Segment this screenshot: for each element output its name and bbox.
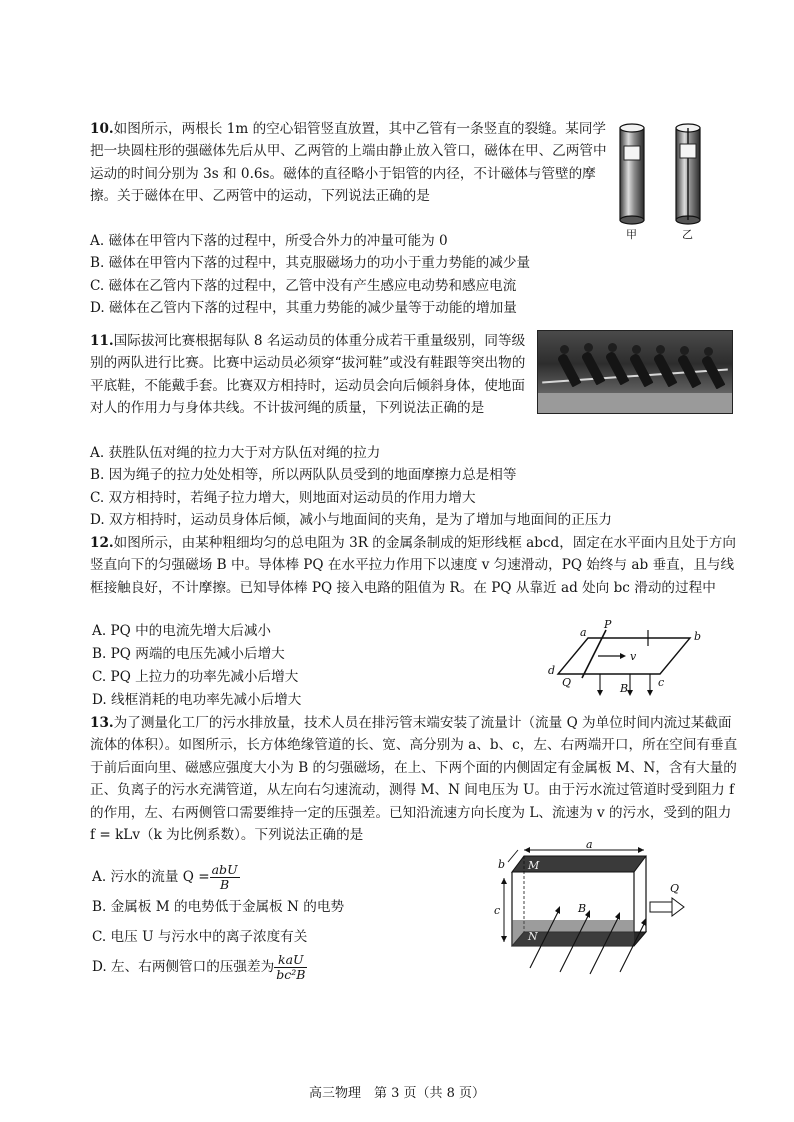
option-a: A. PQ 中的电流先增大后减小 <box>92 623 272 639</box>
option-d: D. 左、右两侧管口的压强差为 $\frac{\text{kaU}}{\text{bc²B}}$ <box>92 952 306 982</box>
question-13-options <box>92 862 492 982</box>
option-a: A. 磁体在甲管内下落的过程中，所受合外力的冲量可能为 0 <box>90 233 448 249</box>
option-c: C. 双方相持时，若绳子拉力增大，则地面对运动员的作用力增大 <box>90 489 476 506</box>
magnet-in-jia <box>624 146 640 160</box>
question-number: 10. <box>90 121 114 137</box>
label-b: b <box>498 858 506 871</box>
label-b-field: B <box>620 682 629 695</box>
label-c: c <box>658 676 665 689</box>
question-stem: 国际拔河比赛根据每队 8 名运动员的体重分成若干重量级别，同等级别的两队进行比赛。比赛中运动员必须穿“拔河鞋”或没有鞋跟等突出物的平底鞋，不能戴手套。比赛双方相持时，运动员会向后倾斜身体，使地面对人的作用力与身体共线。不计拔河绳的质量，下列说法正确的是 <box>90 333 526 417</box>
frame-figure <box>540 620 720 700</box>
question-number: 12. <box>90 535 114 551</box>
tube-jia <box>620 128 644 220</box>
question-number: 13. <box>90 715 114 731</box>
label-n: N <box>528 930 538 943</box>
option-c: C. 磁体在乙管内下落的过程中，乙管中没有产生感应电动势和感应电流 <box>90 277 517 294</box>
option-b: B. 磁体在甲管内下落的过程中，其克服磁场力的功小于重力势能的减少量 <box>90 255 531 272</box>
question-12 <box>90 532 740 599</box>
label-a: a <box>586 842 593 851</box>
label-q: Q <box>670 882 680 895</box>
question-13 <box>90 712 740 846</box>
option-c: C. PQ 上拉力的功率先减小后增大 <box>92 669 299 685</box>
label-jia: 甲 <box>626 228 637 240</box>
option-d: D. 磁体在乙管内下落的过程中，其重力势能的减少量等于动能的增加量 <box>90 300 517 317</box>
option-a: A. 污水的流量 Q = $\frac{\text{abU}}{B}$ <box>92 862 238 892</box>
option-b: B. PQ 两端的电压先减小后增大 <box>92 646 285 662</box>
tubes-figure <box>612 120 722 240</box>
label-b: b <box>694 630 702 643</box>
flowmeter-figure <box>494 842 708 994</box>
option-b: B. 金属板 M 的电势低于金属板 N 的电势 <box>92 899 345 915</box>
label-d: d <box>548 664 556 677</box>
label-a: a <box>580 626 587 639</box>
option-d: D. 双方相持时，运动员身体后倾，减小与地面间的夹角，是为了增加与地面间的正压力 <box>90 512 613 529</box>
question-stem: 如图所示，由某种粗细均匀的总电阻为 3R 的金属条制成的矩形线框 abcd，固定在水平面内且处于方向竖直向下的匀强磁场 B 中。导体棒 PQ 在水平拉力作用下以速度 v 匀速滑动，PQ 始终与 ab 垂直，且与线框接触良好，不计摩擦。已知导体棒 PQ 接入电路的阻值为 R。在 PQ 从靠近 ad 处向 bc 滑动的过程中 <box>90 535 736 596</box>
question-11 <box>90 330 532 420</box>
question-10-options <box>90 230 710 320</box>
question-stem: 为了测量化工厂的污水排放量，技术人员在排污管末端安装了流量计（流量 Q 为单位时间内流过某截面流体的体积）。如图所示，长方体绝缘管道的长、宽、高分别为 a、b、c，左、右两端开口，所在空间有垂直于前后面向里、磁感应强度大小为 B 的匀强磁场，在上、下两个面的内侧固定有金属板 M、N，含有大量的正、负离子的污水充满管道，从左向右匀速流动，测得 M、N 间电压为 U。由于污水流过管道时受到阻力 f 的作用，左、右两侧管口需要维持一定的压强差。已知沿流速方向长度为 L、流速为 v 的污水，受到的阻力 f = kLv（k 为比例系数）。下列说法正确的是 <box>90 715 738 844</box>
question-11-options <box>90 442 770 532</box>
option-a: A. 获胜队伍对绳的拉力大于对方队伍对绳的拉力 <box>90 445 381 461</box>
question-stem: 如图所示，两根长 1m 的空心铝管竖直放置，其中乙管有一条竖直的裂缝。某同学把一块圆柱形的强磁体先后从甲、乙两管的上端由静止放入管口，磁体在甲、乙两管中运动的时间分别为 3s 和 0.6s。磁体的直径略小于铝管的内径，不计磁体与管壁的摩擦。关于磁体在甲、乙两管中的运动，下列说法正确的是 <box>90 121 607 205</box>
option-d: D. 线框消耗的电功率先减小后增大 <box>92 692 302 708</box>
magnet-in-yi <box>680 144 696 158</box>
label-v: v <box>630 650 637 663</box>
label-m: M <box>528 859 540 872</box>
question-number: 11. <box>90 333 114 349</box>
page-footer: 高三物理 第 3 页（共 8 页） <box>308 1086 486 1101</box>
label-c: c <box>494 904 501 917</box>
question-12-options <box>92 620 512 712</box>
fraction-flow: $\frac{\text{abU}}{B}$ <box>211 862 238 892</box>
label-b-field: B <box>578 902 587 915</box>
question-10 <box>90 118 610 208</box>
tug-of-war-photo <box>537 330 733 414</box>
label-yi: 乙 <box>682 228 693 240</box>
label-p: P <box>604 620 612 631</box>
label-q: Q <box>562 676 572 689</box>
fraction-pressure: $\frac{\text{kaU}}{\text{bc²B}}$ <box>276 952 306 982</box>
option-c: C. 电压 U 与污水中的离子浓度有关 <box>92 929 308 945</box>
option-b: B. 因为绳子的拉力处处相等，所以两队队员受到的地面摩擦力总是相等 <box>90 467 517 484</box>
